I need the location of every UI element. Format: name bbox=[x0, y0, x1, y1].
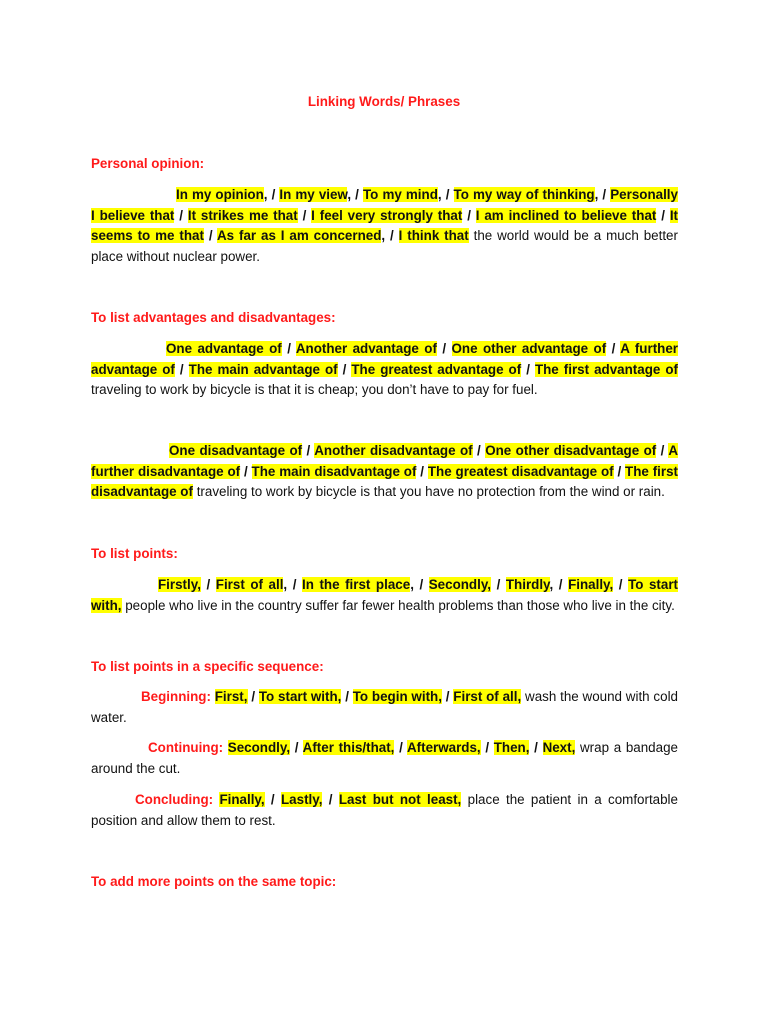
phrase: The first advantage of bbox=[534, 361, 678, 377]
phrase: I am inclined to believe that bbox=[475, 207, 657, 223]
sentence-tail: place the patient in a comfortable position and allow them to rest. bbox=[91, 792, 678, 828]
sequence-continuing-paragraph: Continuing: Secondly, / After this/that, / Afterwards, / Then, / Next, wrap a bandage around the cut. bbox=[91, 740, 678, 776]
phrase: One advantage of bbox=[166, 341, 282, 356]
phrase: To begin with, bbox=[352, 689, 442, 704]
sequence-beginning-paragraph: Beginning: First, / To start with, / To begin with, / First of all, wash the wound with cold water. bbox=[91, 689, 678, 725]
phrase: Finally, bbox=[219, 792, 265, 807]
phrase: As far as I am concerned bbox=[216, 228, 382, 243]
phrase: To my way of thinking bbox=[453, 187, 595, 202]
phrase: Secondly, bbox=[227, 740, 291, 755]
section-heading-advantages: To list advantages and disadvantages: bbox=[91, 310, 336, 325]
phrase: Next, bbox=[542, 740, 576, 755]
phrase: Last but not least, bbox=[338, 792, 462, 807]
sentence-tail: wash the wound with cold water. bbox=[91, 689, 678, 725]
phrase: One disadvantage of bbox=[169, 443, 303, 458]
phrase: To start with, bbox=[258, 689, 342, 704]
sentence-tail: traveling to work by bicycle is that it is cheap; you don’t have to pay for fuel. bbox=[91, 382, 538, 397]
phrase: The greatest advantage of bbox=[351, 361, 522, 377]
sentence-tail: people who live in the country suffer far fewer health problems than those who live in the city. bbox=[125, 597, 675, 613]
phrase: One other advantage of bbox=[451, 341, 607, 356]
phrase: Then, bbox=[493, 740, 530, 755]
points-paragraph: Firstly, / First of all, / In the first place, / Secondly, / Thirdly, / Finally, / To start with, people who live in the country suffer far fewer health problems than those who live in the city. bbox=[91, 577, 679, 613]
advantages-paragraph: One advantage of / Another advantage of / One other advantage of / A further advantage of / The main advantage of / The greatest advantage of / The first advantage of traveling to work by bicycle is that it is cheap; you don’t have to pay for fuel. bbox=[91, 341, 678, 397]
phrase: Afterwards, bbox=[406, 740, 481, 755]
sequence-label: Beginning: bbox=[141, 689, 211, 704]
page-title: Linking Words/ Phrases bbox=[307, 94, 461, 109]
phrase: Finally, bbox=[568, 577, 614, 592]
phrase: It strikes me that bbox=[187, 207, 298, 223]
phrase: The greatest disadvantage of bbox=[427, 463, 614, 479]
opinion-paragraph: In my opinion, / In my view, / To my mind, / To my way of thinking, / Personally I believe that / It strikes me that / I feel very strongly that / I am inclined to believe that / It seems to me that / As far as I am concerned, / I think that the world would be a much better place without nuclear power. bbox=[91, 187, 678, 264]
phrase: To start with, bbox=[91, 577, 679, 613]
phrase: To my mind bbox=[363, 187, 438, 202]
section-heading-opinion: Personal opinion: bbox=[91, 156, 205, 171]
sequence-label: Concluding: bbox=[135, 792, 214, 807]
phrase: First of all, bbox=[453, 689, 522, 704]
phrase: I think that bbox=[398, 228, 469, 243]
phrase: A further advantage of bbox=[91, 341, 678, 377]
phrase: I feel very strongly that bbox=[311, 207, 463, 223]
phrase: The main advantage of bbox=[188, 361, 338, 377]
phrase: In my view bbox=[279, 187, 348, 202]
phrase: It seems to me that bbox=[91, 207, 678, 243]
disadvantages-paragraph: One disadvantage of / Another disadvantage of / One other disadvantage of / A further disadvantage of / The main disadvantage of / The greatest disadvantage of / The first disadvantage of traveling to work by bicycle is that you have no protection from the wind or rain. bbox=[91, 443, 679, 499]
section-heading-sequence: To list points in a specific sequence: bbox=[91, 659, 324, 674]
section-heading-points: To list points: bbox=[91, 546, 178, 561]
sequence-concluding-paragraph: Concluding: Finally, / Lastly, / Last but not least, place the patient in a comfortable position and allow them to rest. bbox=[91, 792, 678, 828]
phrase: One other disadvantage of bbox=[485, 443, 657, 458]
phrase: In my opinion bbox=[176, 187, 264, 202]
sentence-tail: wrap a bandage around the cut. bbox=[91, 740, 678, 776]
sentence-tail: the world would be a much better place without nuclear power. bbox=[91, 228, 678, 264]
phrase: The main disadvantage of bbox=[251, 463, 417, 479]
phrase: Another disadvantage of bbox=[314, 443, 473, 458]
sentence-tail: traveling to work by bicycle is that you have no protection from the wind or rain. bbox=[196, 484, 665, 499]
phrase: Secondly, bbox=[428, 577, 492, 592]
phrase: Lastly, bbox=[281, 792, 323, 807]
sequence-label: Continuing: bbox=[148, 740, 224, 755]
phrase: First, bbox=[214, 689, 248, 704]
phrase: First of all bbox=[215, 577, 284, 592]
phrase: In the first place bbox=[301, 577, 411, 592]
phrase: Another advantage of bbox=[295, 341, 437, 356]
phrase: The first disadvantage of bbox=[91, 463, 679, 499]
phrase: Firstly, bbox=[158, 577, 201, 592]
section-heading-more-points: To add more points on the same topic: bbox=[91, 874, 337, 889]
phrase: A further disadvantage of bbox=[91, 443, 678, 479]
phrase: Personally I believe that bbox=[91, 187, 678, 223]
phrase: Thirdly bbox=[505, 577, 550, 592]
phrase: After this/that, bbox=[302, 740, 395, 755]
